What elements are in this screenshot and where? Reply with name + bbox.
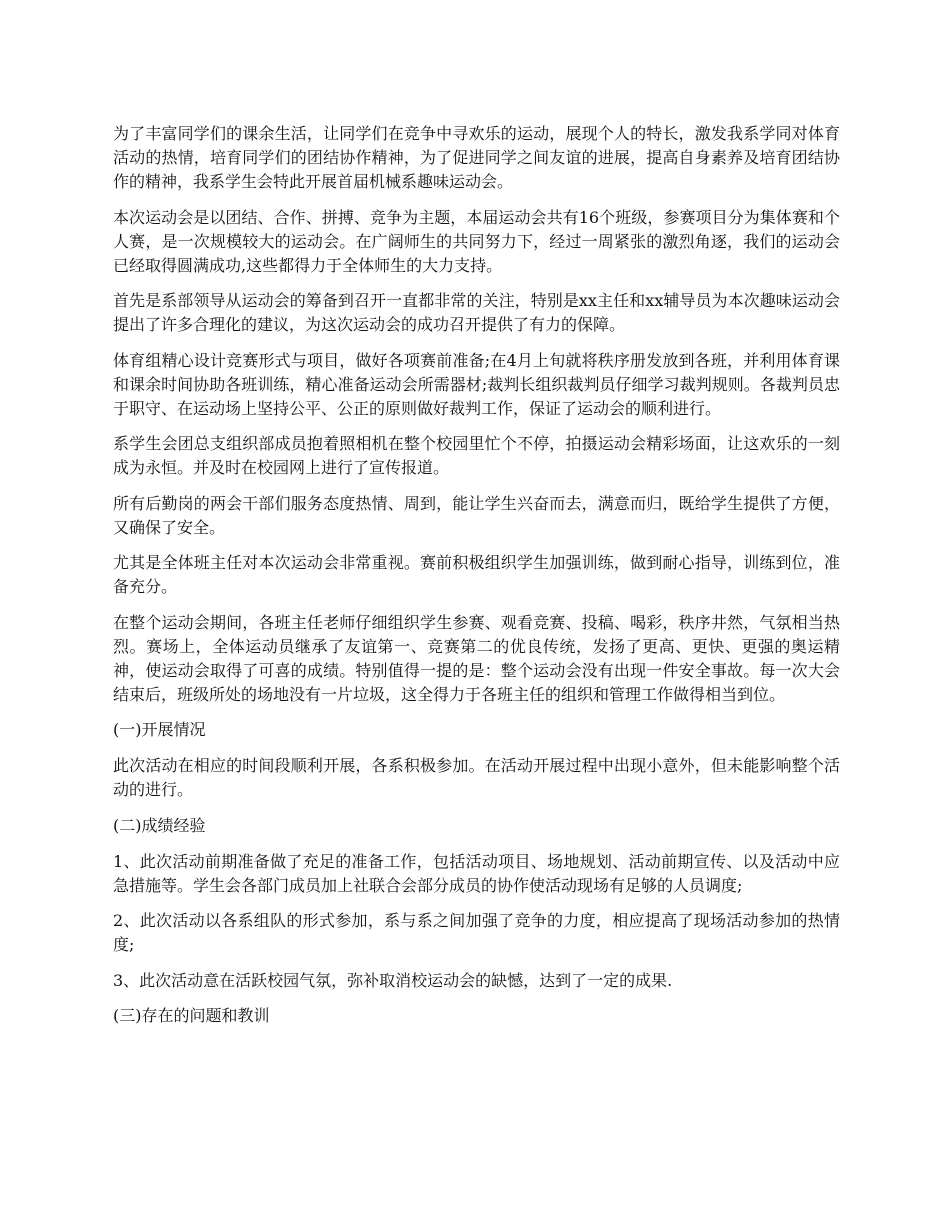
paragraph-leadership: 首先是系部领导从运动会的筹备到召开一直都非常的关注，特别是xx主任和xx辅导员为本次趣味运动会提出了许多合理化的建议，为这次运动会的成功召开提供了有力的保障。 — [113, 291, 840, 334]
paragraph-sports-group: 体育组精心设计竞赛形式与项目，做好各项赛前准备;在4月上旬就将秩序册发放到各班，并利用体育课和课余时间协助各班训练，精心准备运动会所需器材;裁判长组织裁判员仔细学习裁判规则。各裁判员忠于职守、在运动场上坚持公平、公正的原则做好裁判工作，保证了运动会的顺利进行。 — [113, 350, 840, 418]
paragraph-head-teachers: 尤其是全体班主任对本次运动会非常重视。赛前积极组织学生加强训练，做到耐心指导，训练到位，准备充分。 — [113, 553, 840, 596]
list-item-experience-3: 3、此次活动意在活跃校园气氛，弥补取消校运动会的缺憾，达到了一定的成果. — [113, 970, 673, 990]
paragraph-intro: 为了丰富同学们的课余生活，让同学们在竞争中寻欢乐的运动，展现个人的特长，激发我系学同对体育活动的热情，培育同学们的团结协作精神，为了促进同学之间友谊的进展，提高自身素养及培育团结协作的精神，我系学生会特此开展首届机械系趣味运动会。 — [113, 124, 840, 191]
list-item-experience-1: 1、此次活动前期准备做了充足的准备工作，包括活动项目、场地规划、活动前期宣传、以及活动中应急措施等。学生会各部门成员加上社联合会部分成员的协作使活动现场有足够的人员调度; — [113, 851, 840, 895]
list-item-experience-2: 2、此次活动以各系组队的形式参加，系与系之间加强了竞争的力度，相应提高了现场活动参加的热情度; — [113, 911, 840, 954]
paragraph-student-union: 系学生会团总支组织部成员抱着照相机在整个校园里忙个不停，拍摄运动会精彩场面，让这欢乐的一刻成为永恒。并及时在校园网上进行了宣传报道。 — [113, 434, 840, 477]
paragraph-logistics: 所有后勤岗的两会干部们服务态度热情、周到，能让学生兴奋而去，满意而归，既给学生提供了方便，又确保了安全。 — [113, 493, 840, 537]
document-page — [113, 122, 840, 1040]
paragraph-progress: 此次活动在相应的时间段顺利开展，各系积极参加。在活动开展过程中出现小意外，但未能影响整个活动的进行。 — [113, 756, 840, 799]
paragraph-theme: 本次运动会是以团结、合作、拼搏、竞争为主题，本届运动会共有16个班级，参赛项目分为集体赛和个人赛，是一次规模较大的运动会。在广阔师生的共同努力下，经过一周紧张的激烈角逐，我们的运动会已经取得圆满成功,这些都得力于全体师生的大力支持。 — [113, 207, 840, 275]
paragraph-event-period: 在整个运动会期间，各班主任老师仔细组织学生参赛、观看竞赛、投稿、喝彩，秩序井然，气氛相当热烈。赛场上，全体运动员继承了友谊第一、竞赛第二的优良传统，发扬了更高、更快、更强的奥运精神，使运动会取得了可喜的成绩。特别值得一提的是：整个运动会没有出现一件安全事故。每一次大会结束后，班级所处的场地没有一片垃圾，这全得力于各班主任的组织和管理工作做得相当到位。 — [113, 612, 840, 704]
section-heading-experience: (二)成绩经验 — [113, 815, 206, 835]
section-heading-problems: (三)存在的问题和教训 — [113, 1006, 270, 1025]
section-heading-progress: (一)开展情况 — [113, 720, 206, 739]
